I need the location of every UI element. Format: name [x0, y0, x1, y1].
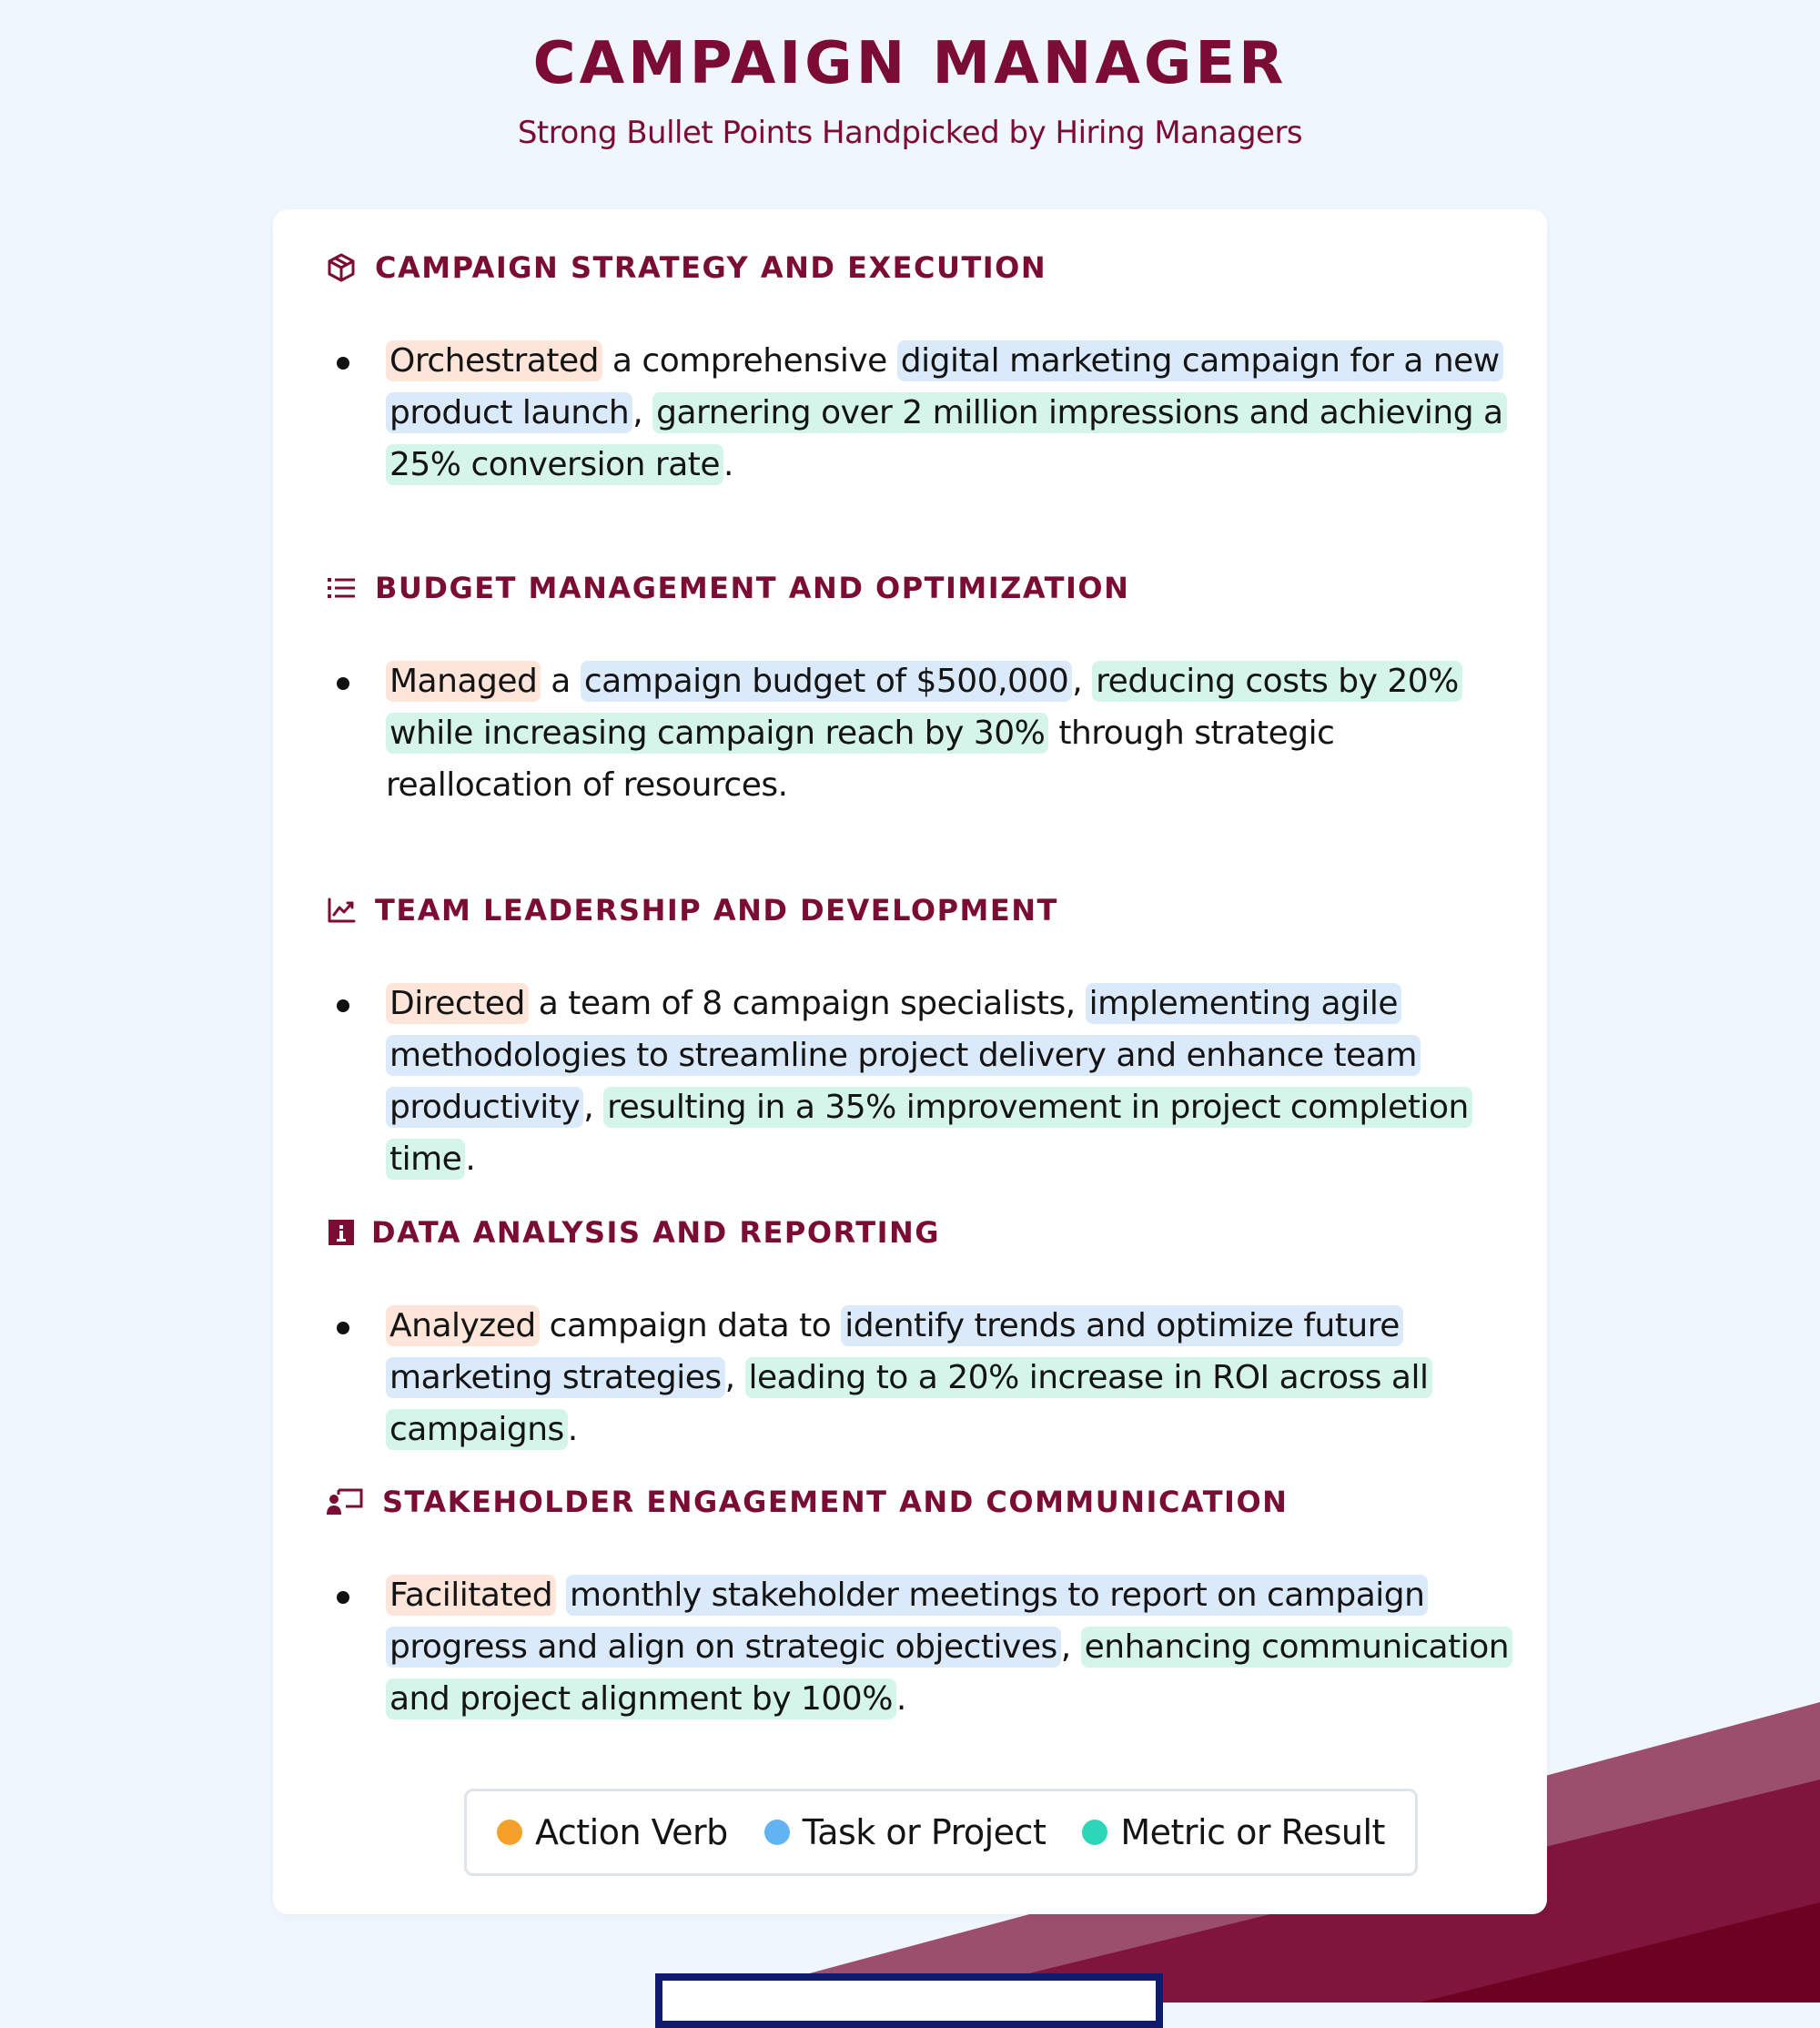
- section-heading: [326, 1212, 1509, 1252]
- bullet-point: [326, 655, 1523, 811]
- action-verb-highlight: Managed: [386, 661, 541, 702]
- plain-text: [556, 1577, 566, 1614]
- plain-text: .: [567, 1411, 578, 1448]
- section-title: TEAM LEADERSHIP AND DEVELOPMENT: [375, 893, 1058, 928]
- plain-text: ,: [632, 394, 653, 431]
- plain-text: .: [723, 446, 733, 483]
- bullet-point: [326, 978, 1523, 1185]
- task-highlight: campaign budget of $500,000: [581, 661, 1072, 702]
- bullet-text: [386, 335, 1523, 491]
- bullet-point: [326, 1569, 1523, 1725]
- legend-dot-blue: [764, 1820, 790, 1845]
- legend-label: Action Verb: [535, 1812, 728, 1852]
- bullet-text: [386, 978, 1523, 1185]
- task-highlight: digital marketing campaign for a new product launch: [386, 340, 1503, 433]
- metric-highlight: garnering over 2 million impressions and achieving a 25% conversion rate: [386, 392, 1507, 485]
- bullet-point: [326, 1300, 1523, 1455]
- task-highlight: monthly stakeholder meetings to report on campaign progress and align on strategic objectives: [386, 1575, 1428, 1668]
- metric-highlight: leading to a 20% increase in ROI across all campaigns: [386, 1357, 1432, 1450]
- bullet-point: [326, 335, 1523, 491]
- page-subtitle: Strong Bullet Points Handpicked by Hiring Managers: [517, 115, 1303, 151]
- plain-text: ,: [1072, 663, 1093, 700]
- plain-text: campaign data to: [539, 1307, 842, 1344]
- page-title: CAMPAIGN MANAGER: [532, 30, 1288, 97]
- bullet-text: [386, 655, 1523, 811]
- section-heading: [326, 568, 1509, 608]
- plain-text: .: [465, 1141, 476, 1178]
- plain-text: a comprehensive: [602, 342, 897, 380]
- section-heading: [326, 1482, 1509, 1522]
- section-campaign-strategy: [326, 248, 1509, 491]
- bullet-text: [386, 1300, 1523, 1455]
- action-verb-highlight: Analyzed: [386, 1305, 540, 1346]
- task-highlight: implementing agile methodologies to streamline project delivery and enhance team productivity: [386, 983, 1421, 1128]
- action-verb-highlight: Orchestrated: [386, 340, 602, 381]
- section-stakeholder-engagement: [326, 1482, 1509, 1725]
- legend-dot-teal: [1082, 1820, 1107, 1845]
- bottom-cta-box[interactable]: [655, 1973, 1163, 2028]
- metric-highlight: resulting in a 35% improvement in project completion time: [386, 1087, 1472, 1180]
- bullet-dot: [337, 677, 349, 690]
- bullet-dot: [337, 1322, 349, 1334]
- section-title: STAKEHOLDER ENGAGEMENT AND COMMUNICATION: [382, 1485, 1289, 1519]
- legend-label: Task or Project: [802, 1812, 1046, 1852]
- legend-label: Metric or Result: [1120, 1812, 1385, 1852]
- metric-highlight: enhancing communication and project alignment by 100%: [386, 1627, 1512, 1719]
- action-verb-highlight: Directed: [386, 983, 529, 1024]
- section-heading: [326, 248, 1509, 288]
- presenter-icon: [326, 1486, 364, 1517]
- plain-text: ,: [1060, 1628, 1081, 1666]
- bullet-dot: [337, 999, 349, 1012]
- bullet-text: [386, 1569, 1523, 1725]
- legend-dot-orange: [497, 1820, 522, 1845]
- bullet-dot: [337, 1591, 349, 1604]
- bullet-points-card: [273, 209, 1547, 1914]
- legend-item-task-or-project: [764, 1812, 1046, 1852]
- info-box-icon: [326, 1217, 357, 1248]
- plain-text: through strategic reallocation of resources.: [386, 715, 1335, 804]
- section-data-analysis: [326, 1212, 1509, 1455]
- section-title: BUDGET MANAGEMENT AND OPTIMIZATION: [375, 571, 1130, 605]
- list-icon: [326, 573, 357, 603]
- action-verb-highlight: Facilitated: [386, 1575, 556, 1616]
- plain-text: ,: [724, 1359, 745, 1396]
- page-header: [0, 27, 1820, 153]
- section-team-leadership: [326, 890, 1509, 1185]
- plain-text: a: [541, 663, 581, 700]
- plain-text: ,: [583, 1089, 604, 1126]
- legend-item-metric-or-result: [1082, 1812, 1385, 1852]
- section-title: DATA ANALYSIS AND REPORTING: [371, 1215, 941, 1250]
- legend-item-action-verb: [497, 1812, 728, 1852]
- section-title: CAMPAIGN STRATEGY AND EXECUTION: [375, 250, 1047, 285]
- section-budget-management: [326, 568, 1509, 811]
- cube-icon: [326, 252, 357, 283]
- bullet-dot: [337, 357, 349, 370]
- task-highlight: identify trends and optimize future marketing strategies: [386, 1305, 1403, 1398]
- highlight-legend: [464, 1789, 1418, 1876]
- plain-text: a team of 8 campaign specialists,: [528, 985, 1086, 1022]
- line-chart-icon: [326, 895, 357, 926]
- metric-highlight: reducing costs by 20% while increasing campaign reach by 30%: [386, 661, 1462, 754]
- plain-text: .: [895, 1680, 906, 1718]
- section-heading: [326, 890, 1509, 930]
